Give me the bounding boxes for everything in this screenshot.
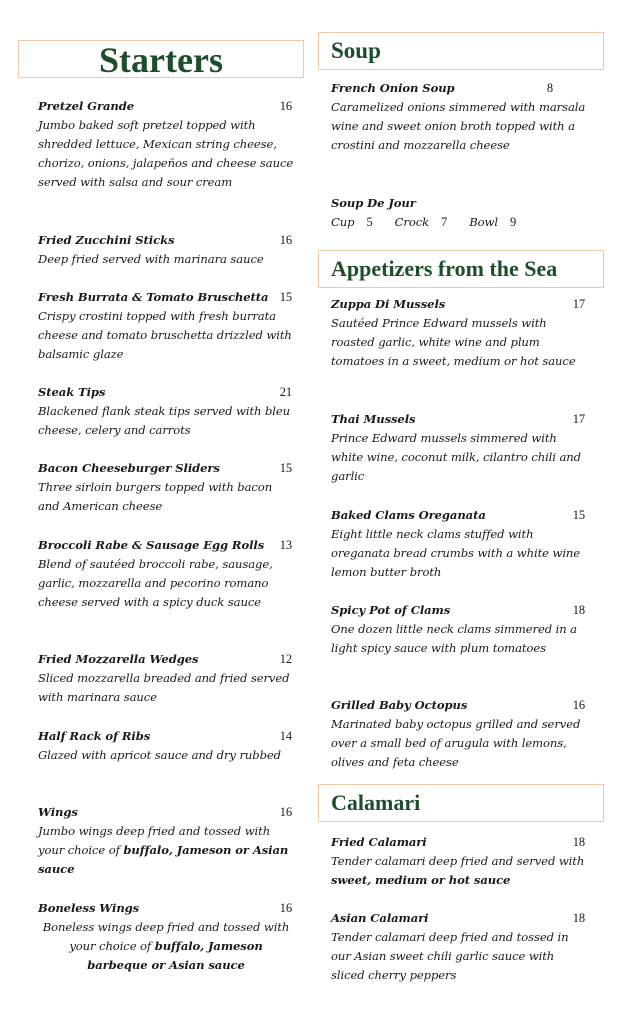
menu-item-mozzarella-wedges — [38, 650, 294, 707]
item-description: Eight little neck clams stuffed with oreganata bread crumbs with a white wine lemon butter broth — [331, 527, 581, 579]
item-description: Three sirloin burgers topped with bacon and American cheese — [38, 480, 273, 513]
menu-item-cheeseburger-sliders — [38, 459, 294, 516]
menu-item-zuppa-di-mussels — [331, 295, 587, 371]
soup-sizes — [331, 213, 587, 232]
menu-item-grilled-baby-octopus — [331, 696, 587, 772]
item-name: Soup De Jour — [331, 196, 416, 210]
item-name: Spicy Pot of Clams — [331, 603, 451, 617]
item-price: 15 — [572, 508, 585, 522]
item-description: Caramelized onions simmered with marsala wine and sweet onion broth topped with a crostini and mozzarella cheese — [331, 100, 586, 152]
item-description: Jumbo baked soft pretzel topped with shredded lettuce, Mexican string cheese, chorizo, onions, jalapeños and cheese sauce served with salsa and sour cream — [38, 118, 294, 189]
item-description: Marinated baby octopus grilled and served over a small bed of arugula with lemons, olives and feta cheese — [331, 717, 581, 769]
sauce-choices: buffalo, Jameson or Asian sauce — [38, 843, 289, 876]
sea-title: Appetizers from the Sea — [331, 256, 558, 281]
item-name: Fried Zucchini Sticks — [38, 233, 175, 247]
item-description: Sautéed Prince Edward mussels with roasted garlic, white wine and plum tomatoes in a sweet, medium or hot sauce — [331, 316, 576, 368]
menu-item-burrata-bruschetta — [38, 288, 294, 364]
item-name: Fried Mozzarella Wedges — [38, 652, 199, 666]
item-description: Prince Edward mussels simmered with white wine, coconut milk, cilantro chili and garlic — [331, 431, 581, 483]
menu-item-french-onion-soup — [331, 79, 587, 155]
size-price: 7 — [441, 215, 448, 229]
menu-item-half-rack-ribs — [38, 727, 294, 765]
item-price: 17 — [572, 412, 585, 426]
item-name: Baked Clams Oreganata — [331, 508, 486, 522]
soup-title: Soup — [331, 38, 381, 63]
starters-heading — [18, 40, 304, 78]
menu-item-egg-rolls — [38, 536, 294, 612]
item-price: 18 — [572, 911, 585, 925]
menu-item-fried-zucchini-sticks — [38, 231, 294, 269]
item-description: Deep fried served with marinara sauce — [38, 252, 264, 266]
item-price: 16 — [572, 698, 585, 712]
menu-item-asian-calamari — [331, 909, 587, 985]
menu-item-fried-calamari — [331, 833, 587, 890]
calamari-title: Calamari — [331, 790, 421, 815]
item-price: 15 — [279, 461, 292, 475]
item-price: 14 — [279, 729, 292, 743]
item-price: 8 — [546, 81, 553, 95]
item-name: Thai Mussels — [331, 412, 416, 426]
item-name: Zuppa Di Mussels — [331, 297, 446, 311]
menu-item-boneless-wings — [38, 899, 294, 975]
item-name: Bacon Cheeseburger Sliders — [38, 461, 220, 475]
item-price: 16 — [279, 901, 292, 915]
item-name: French Onion Soup — [331, 81, 455, 95]
item-price: 17 — [572, 297, 585, 311]
sauce-choices: sweet, medium or hot sauce — [331, 873, 511, 887]
sauce-choices: buffalo, Jameson barbeque or Asian sauce — [87, 939, 263, 972]
item-description: Blend of sautéed broccoli rabe, sausage, garlic, mozzarella and pecorino romano cheese served with a spicy duck sauce — [38, 557, 273, 609]
menu-item-soup-de-jour — [331, 194, 587, 232]
item-description: One dozen little neck clams simmered in a light spicy sauce with plum tomatoes — [331, 622, 577, 655]
item-name: Fried Calamari — [331, 835, 427, 849]
item-name: Grilled Baby Octopus — [331, 698, 468, 712]
item-description: Glazed with apricot sauce and dry rubbed — [38, 748, 281, 762]
item-price: 13 — [279, 538, 292, 552]
item-price: 16 — [279, 99, 292, 113]
item-description: Tender calamari deep fried and tossed in our Asian sweet chili garlic sauce with sliced cherry peppers — [331, 930, 569, 982]
item-description: Tender calamari deep fried and served with sweet, medium or hot sauce — [331, 854, 585, 887]
size-label: Cup — [331, 215, 355, 229]
menu-item-spicy-pot-of-clams — [331, 601, 587, 658]
item-name: Wings — [38, 805, 78, 819]
item-price: 16 — [279, 805, 292, 819]
item-price: 21 — [279, 385, 292, 399]
item-description: Crispy crostini topped with fresh burrata cheese and tomato bruschetta drizzled with balsamic glaze — [38, 309, 292, 361]
item-price: 18 — [572, 835, 585, 849]
item-price: 16 — [279, 233, 292, 247]
item-name: Broccoli Rabe & Sausage Egg Rolls — [38, 538, 265, 552]
calamari-heading — [318, 784, 604, 822]
starters-title: Starters — [99, 40, 223, 80]
menu-item-thai-mussels — [331, 410, 587, 486]
menu-item-wings — [38, 803, 294, 879]
item-price: 15 — [279, 290, 292, 304]
menu-item-steak-tips — [38, 383, 294, 440]
item-name: Steak Tips — [38, 385, 106, 399]
item-price: 18 — [572, 603, 585, 617]
item-description: Boneless wings deep fried and tossed with your choice of buffalo, Jameson barbeque or Asian sauce — [42, 920, 290, 972]
item-name: Pretzel Grande — [38, 99, 134, 113]
size-price: 9 — [509, 215, 517, 229]
item-description: Blackened flank steak tips served with bleu cheese, celery and carrots — [38, 404, 291, 437]
item-description: Jumbo wings deep fried and tossed with your choice of buffalo, Jameson or Asian sauce — [38, 824, 289, 876]
item-name: Fresh Burrata & Tomato Bruschetta — [38, 290, 269, 304]
size-label: Crock — [394, 215, 430, 229]
item-name: Half Rack of Ribs — [38, 729, 151, 743]
sea-heading — [318, 250, 604, 288]
menu-item-baked-clams — [331, 506, 587, 582]
soup-heading — [318, 32, 604, 70]
item-name: Boneless Wings — [38, 901, 140, 915]
size-label: Bowl — [469, 215, 498, 229]
item-description: Sliced mozzarella breaded and fried served with marinara sauce — [38, 671, 290, 704]
menu-item-pretzel-grande — [38, 97, 294, 192]
item-price: 12 — [279, 652, 292, 666]
size-price: 5 — [366, 215, 373, 229]
item-name: Asian Calamari — [331, 911, 429, 925]
